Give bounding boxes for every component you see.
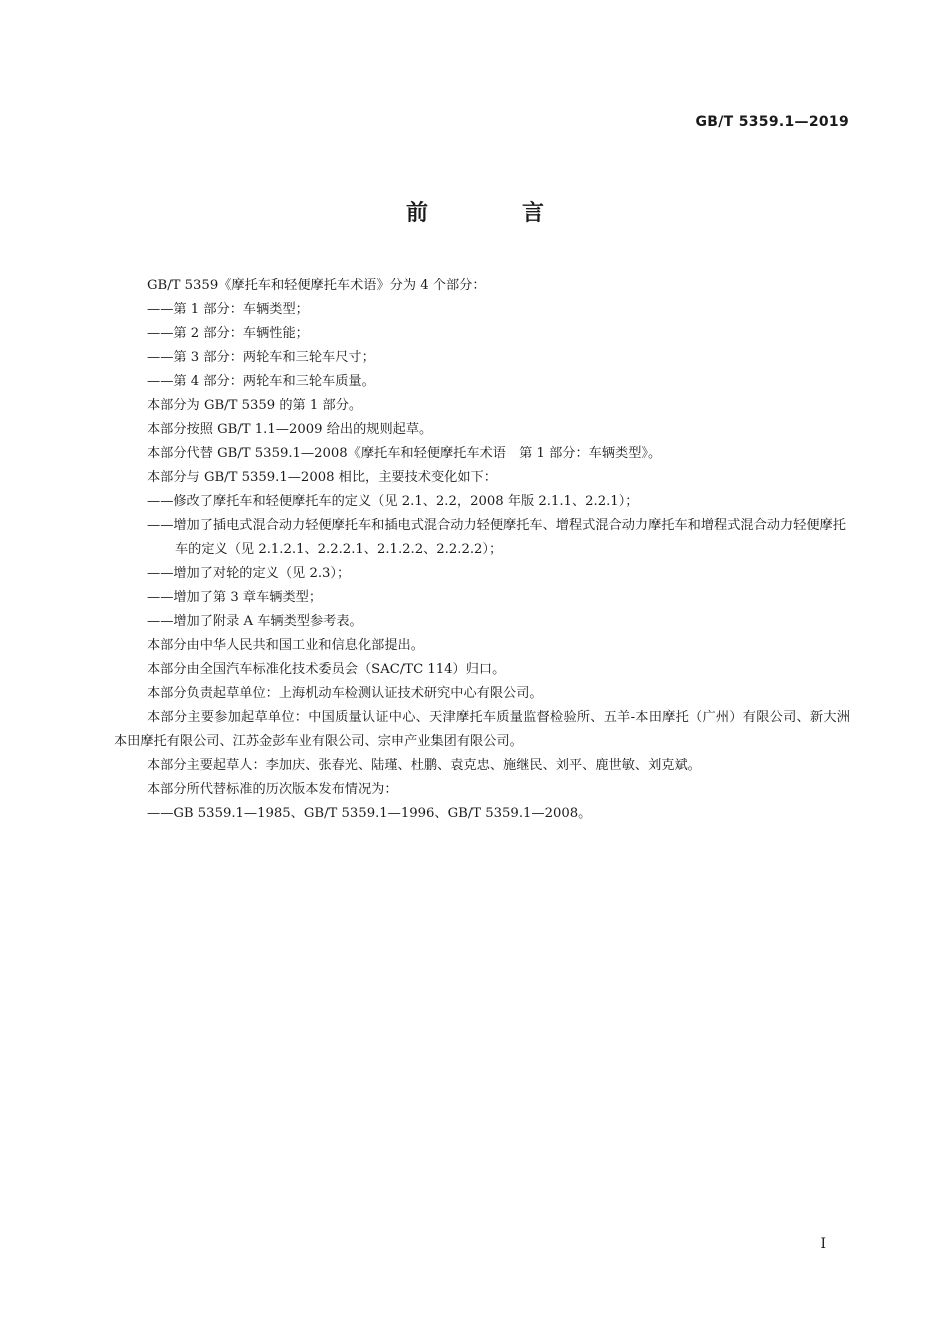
intro-paragraph: GB/T 5359《摩托车和轻便摩托车术语》分为 4 个部分： [147, 278, 486, 293]
standard-code: GB/T 5359.1—2019 [695, 114, 849, 130]
paragraph: 本部分所代替标准的历次版本发布情况为： [147, 782, 398, 797]
list-item: ——增加了第 3 章车辆类型； [147, 590, 323, 605]
paragraph: 本部分按照 GB/T 1.1—2009 给出的规则起草。 [147, 422, 433, 437]
paragraph: 本部分为 GB/T 5359 的第 1 部分。 [147, 398, 363, 413]
paragraph: 本部分由中华人民共和国工业和信息化部提出。 [147, 638, 424, 653]
list-item: ——增加了对轮的定义（见 2.3）； [147, 566, 351, 581]
list-item: ——增加了插电式混合动力轻便摩托车和插电式混合动力轻便摩托车、增程式混合动力摩托车和增程式混合动力轻便摩托车的定义（见 2.1.2.1、2.2.2.1、2.1.2.2、2.2.2.2）； [147, 518, 846, 557]
paragraph: 本部分与 GB/T 5359.1—2008 相比，主要技术变化如下： [147, 470, 497, 485]
list-item: ——第 4 部分：两轮车和三轮车质量。 [147, 374, 375, 389]
list-item: ——第 1 部分：车辆类型； [147, 302, 309, 317]
document-body [114, 274, 850, 826]
list-item: ——第 3 部分：两轮车和三轮车尺寸； [147, 350, 375, 365]
list-item: ——修改了摩托车和轻便摩托车的定义（见 2.1、2.2，2008 年版 2.1.1、2.2.1）； [147, 494, 639, 509]
paragraph: 本部分负责起草单位：上海机动车检测认证技术研究中心有限公司。 [147, 686, 543, 701]
paragraph: 本部分代替 GB/T 5359.1—2008《摩托车和轻便摩托车术语 第 1 部分：车辆类型》。 [147, 446, 662, 461]
list-item: ——GB 5359.1—1985、GB/T 5359.1—1996、GB/T 5359.1—2008。 [147, 806, 592, 821]
list-item: ——第 2 部分：车辆性能； [147, 326, 309, 341]
list-item: ——增加了附录 A 车辆类型参考表。 [147, 614, 363, 629]
page-title: 前 言 [405, 201, 580, 226]
paragraph: 本部分主要参加起草单位：中国质量认证中心、天津摩托车质量监督检验所、五羊-本田摩托（广州）有限公司、新大洲本田摩托有限公司、江苏金彭车业有限公司、宗申产业集团有限公司。 [114, 710, 850, 749]
page-number: I [820, 1236, 826, 1252]
paragraph: 本部分主要起草人：李加庆、张春光、陆瑾、杜鹏、袁克忠、施继民、刘平、鹿世敏、刘克斌。 [147, 758, 701, 773]
paragraph: 本部分由全国汽车标准化技术委员会（SAC/TC 114）归口。 [147, 662, 506, 677]
